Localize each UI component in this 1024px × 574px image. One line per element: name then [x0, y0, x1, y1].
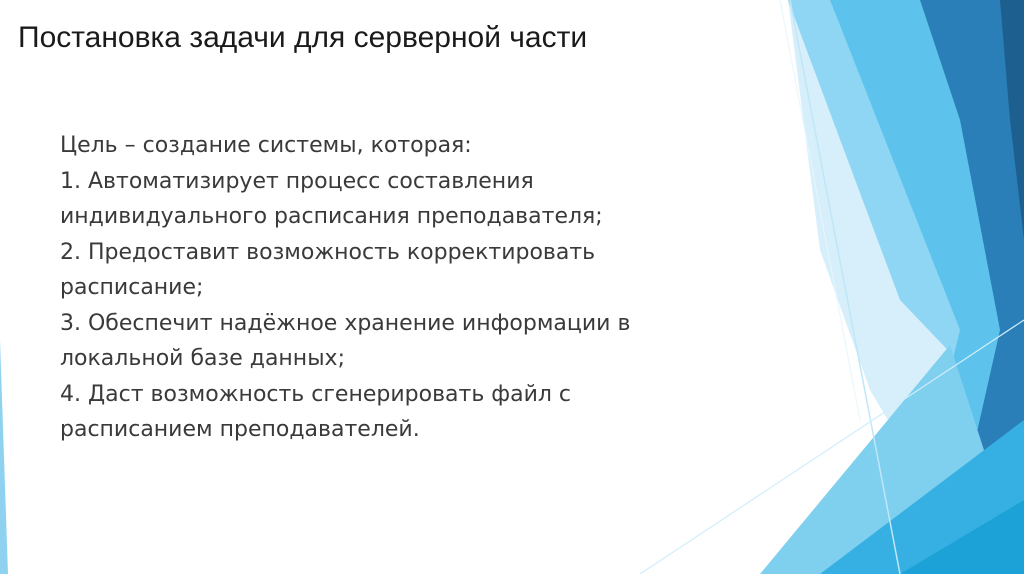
slide-body: [60, 128, 760, 448]
body-line-2a: 2. Предоставит возможность корректировать: [60, 239, 596, 265]
body-line-1a: 1. Автоматизирует процесс составления: [60, 168, 534, 194]
body-line-2b: расписание;: [60, 275, 204, 300]
body-line-1b: индивидуального расписания преподавателя;: [60, 204, 603, 229]
left-accent-shape: [0, 340, 8, 574]
slide-title: Постановка задачи для серверной части: [18, 21, 588, 54]
body-line-3a: 3. Обеспечит надёжное хранение информации в: [60, 310, 631, 336]
body-line-goal: Цель – создание системы, которая:: [60, 133, 472, 158]
body-line-4a: 4. Даст возможность сгенерировать файл с: [60, 381, 572, 407]
body-line-4b: расписанием преподавателей.: [60, 417, 420, 442]
body-line-3b: локальной базе данных;: [60, 346, 345, 371]
